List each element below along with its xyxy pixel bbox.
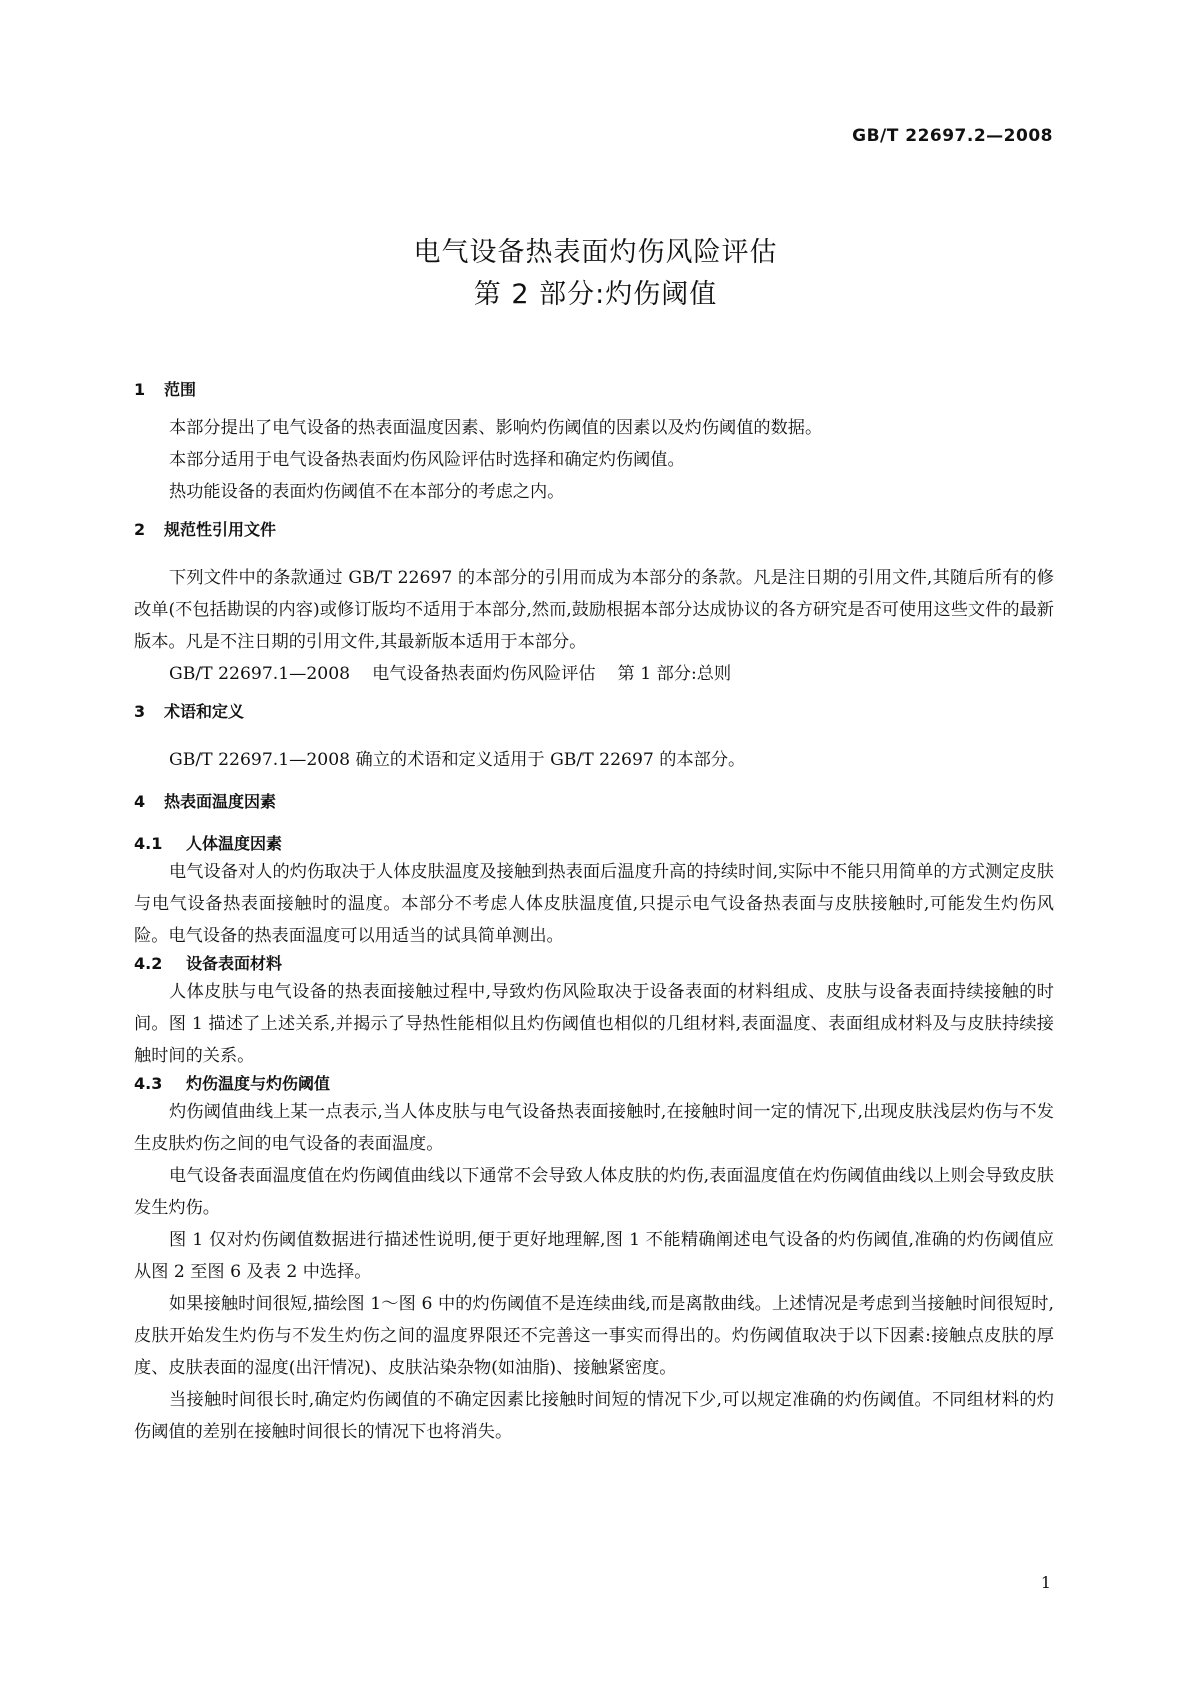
document-title-line1: 电气设备热表面灼伤风险评估 — [413, 237, 778, 268]
section-number: 1 — [134, 380, 146, 399]
subsection-4-2-heading — [134, 952, 1054, 976]
paragraph: 灼伤阈值曲线上某一点表示,当人体皮肤与电气设备热表面接触时,在接触时间一定的情况下,出现皮肤浅层灼伤与不发生皮肤灼伤之间的电气设备的表面温度。 — [134, 1102, 1054, 1154]
subsection-title: 人体温度因素 — [186, 834, 283, 853]
subsection-4-1-heading — [134, 832, 1054, 856]
document-body — [134, 378, 1054, 1448]
document-title-line2: 第 2 部分:灼伤阈值 — [473, 279, 718, 310]
paragraph: 如果接触时间很短,描绘图 1～图 6 中的灼伤阈值不是连续曲线,而是离散曲线。上述情况是考虑到当接触时间很短时,皮肤开始发生灼伤与不发生灼伤之间的温度界限还不完善这一事实而得出的。灼伤阈值取决于以下因素:接触点皮肤的厚度、皮肤表面的湿度(出汗情况)、皮肤沾染杂物(如油脂)、接触紧密度。 — [134, 1294, 1054, 1378]
section-number: 2 — [134, 520, 146, 539]
section-1-heading — [134, 378, 1054, 402]
reference-part: 第 1 部分:总则 — [617, 664, 732, 684]
page-number: 1 — [1040, 1573, 1051, 1592]
paragraph: GB/T 22697.1—2008 确立的术语和定义适用于 GB/T 22697 的本部分。 — [169, 750, 746, 770]
normative-reference — [134, 658, 1054, 690]
paragraph: 下列文件中的条款通过 GB/T 22697 的本部分的引用而成为本部分的条款。凡是注日期的引用文件,其随后所有的修改单(不包括勘误的内容)或修订版均不适用于本部分,然而,鼓励根据本部分达成协议的各方研究是否可使用这些文件的最新版本。凡是不注日期的引用文件,其最新版本适用于本部分。 — [134, 568, 1054, 652]
section-number: 3 — [134, 702, 146, 721]
section-title: 范围 — [164, 380, 197, 399]
subsection-number: 4.1 — [134, 834, 163, 853]
paragraph: 本部分提出了电气设备的热表面温度因素、影响灼伤阈值的因素以及灼伤阈值的数据。 — [169, 418, 823, 438]
reference-title: 电气设备热表面灼伤风险评估 — [372, 664, 596, 684]
paragraph: 图 1 仅对灼伤阈值数据进行描述性说明,便于更好地理解,图 1 不能精确阐述电气设备的灼伤阈值,准确的灼伤阈值应从图 2 至图 6 及表 2 中选择。 — [134, 1230, 1054, 1282]
section-4-heading — [134, 790, 1054, 814]
paragraph: 热功能设备的表面灼伤阈值不在本部分的考虑之内。 — [169, 482, 565, 502]
paragraph: 电气设备对人的灼伤取决于人体皮肤温度及接触到热表面后温度升高的持续时间,实际中不能只用简单的方式测定皮肤与电气设备热表面接触时的温度。本部分不考虑人体皮肤温度值,只提示电气设备热表面与皮肤接触时,可能发生灼伤风险。电气设备的热表面温度可以用适当的试具简单测出。 — [134, 862, 1054, 946]
paragraph: 本部分适用于电气设备热表面灼伤风险评估时选择和确定灼伤阈值。 — [169, 450, 685, 470]
section-3-heading — [134, 700, 1054, 724]
subsection-title: 设备表面材料 — [186, 954, 283, 973]
subsection-title: 灼伤温度与灼伤阈值 — [186, 1074, 331, 1093]
subsection-4-3-heading — [134, 1072, 1054, 1096]
subsection-number: 4.2 — [134, 954, 163, 973]
paragraph: 当接触时间很长时,确定灼伤阈值的不确定因素比接触时间短的情况下少,可以规定准确的灼伤阈值。不同组材料的灼伤阈值的差别在接触时间很长的情况下也将消失。 — [134, 1390, 1054, 1442]
subsection-number: 4.3 — [134, 1074, 163, 1093]
section-title: 热表面温度因素 — [164, 792, 277, 811]
paragraph: 电气设备表面温度值在灼伤阈值曲线以下通常不会导致人体皮肤的灼伤,表面温度值在灼伤阈值曲线以上则会导致皮肤发生灼伤。 — [134, 1166, 1054, 1218]
section-title: 术语和定义 — [164, 702, 245, 721]
section-2-heading — [134, 518, 1054, 542]
reference-code: GB/T 22697.1—2008 — [169, 664, 351, 684]
paragraph: 人体皮肤与电气设备的热表面接触过程中,导致灼伤风险取决于设备表面的材料组成、皮肤与设备表面持续接触的时间。图 1 描述了上述关系,并揭示了导热性能相似且灼伤阈值也相似的几组材料,表面温度、表面组成材料及与皮肤持续接触时间的关系。 — [134, 982, 1054, 1066]
section-number: 4 — [134, 792, 146, 811]
standard-code: GB/T 22697.2—2008 — [852, 126, 1053, 146]
section-title: 规范性引用文件 — [164, 520, 277, 539]
